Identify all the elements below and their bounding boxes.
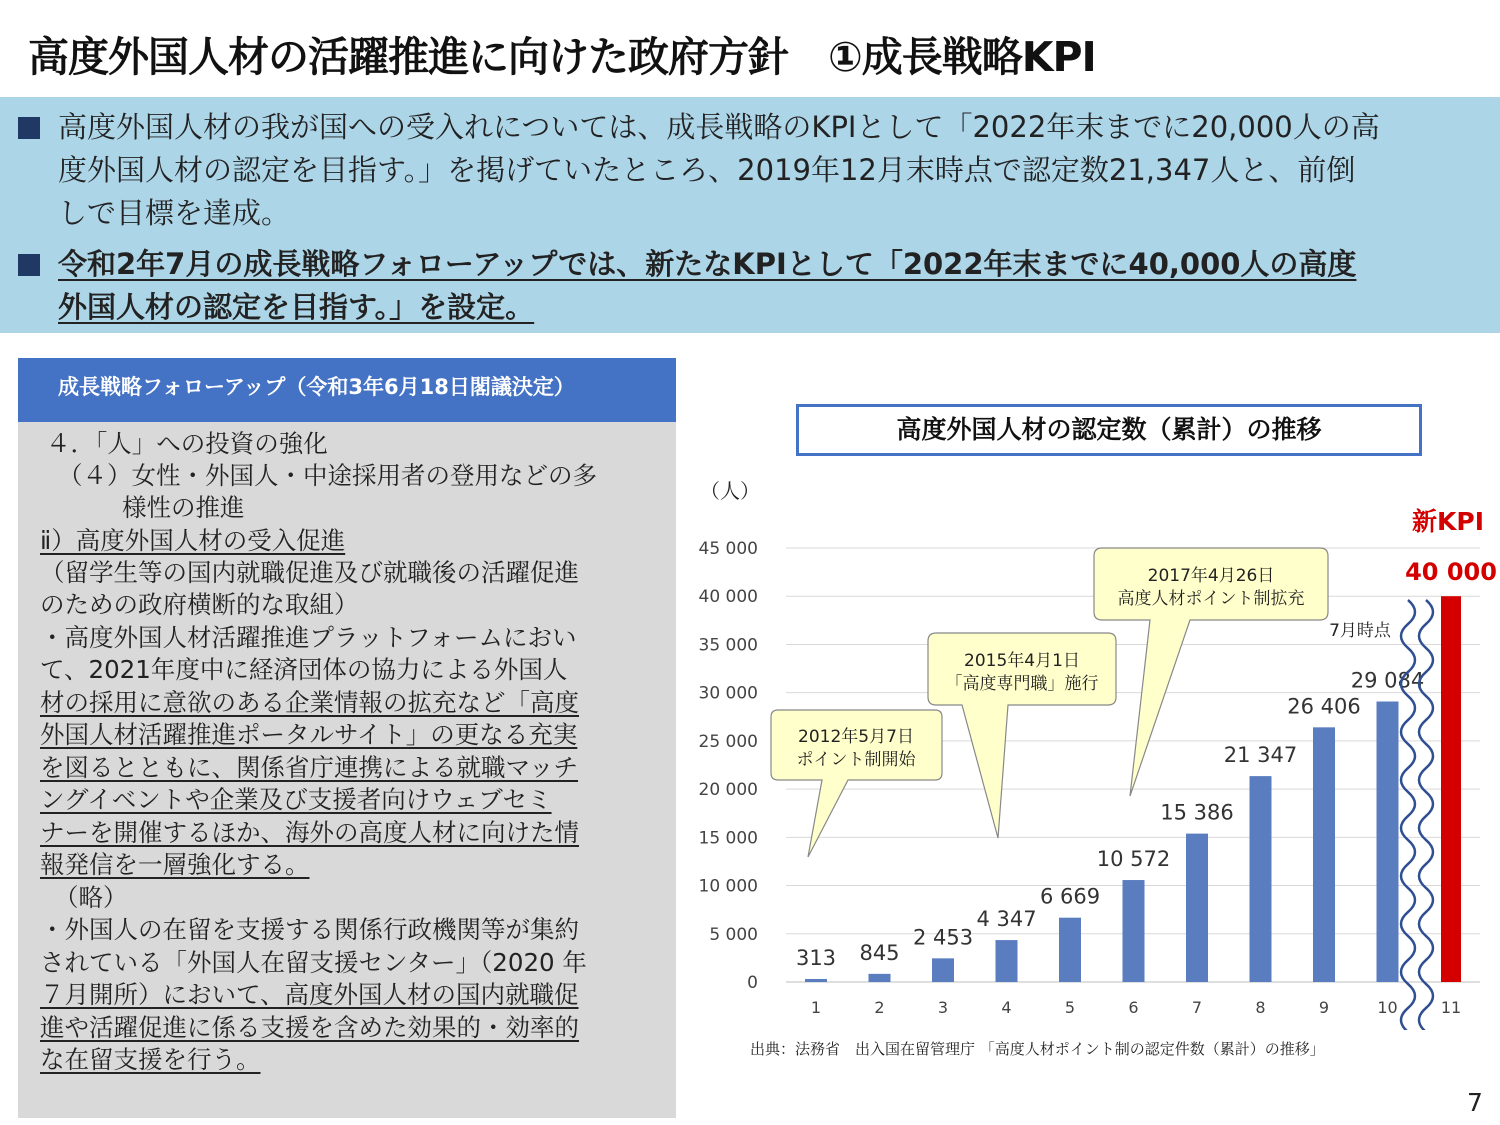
x-tick-label: 9: [1318, 998, 1330, 1017]
bar-value-label: 21 347: [1223, 743, 1298, 768]
bar-value-label: 2 453: [912, 925, 974, 950]
x-tick-label: 3: [937, 998, 949, 1017]
y-tick-labels: [699, 539, 758, 993]
x-tick-label: 8: [1255, 998, 1266, 1017]
target-value-label: 40 000: [1405, 558, 1497, 586]
x-tick-label: 5: [1064, 998, 1076, 1017]
y-tick-label: 15 000: [698, 828, 758, 849]
followup-line: ４．「人」への投資の強化: [46, 429, 328, 458]
bullet-square-icon: [18, 254, 40, 276]
summary-panel: [0, 97, 1500, 333]
x-tick-label: 2: [874, 998, 885, 1017]
summary-line: 高度外国人材の我が国への受入れについては、成長戦略のKPIとして「2022年末までに20,000人の高: [58, 110, 1380, 144]
y-tick-label: 20 000: [698, 780, 758, 801]
followup-line: 外国人材活躍推進ポータルサイト」の更なる充実: [40, 720, 578, 749]
callout-line: 高度人材ポイント制拡充: [1117, 589, 1305, 609]
followup-line: されている「外国人在留支援センター」（2020 年: [40, 948, 587, 977]
summary-line: 度外国人材の認定を目指す。」を掲げていたところ、2019年12月末時点で認定数21,347人と、前倒: [58, 153, 1356, 187]
bar: [1377, 702, 1399, 982]
callout-line: 2015年4月1日: [964, 651, 1080, 671]
bar: [869, 974, 891, 982]
cumulative-certifications-chart: [690, 470, 1500, 1030]
followup-line: 材の採用に意欲のある企業情報の拡充など「高度: [40, 688, 579, 717]
followup-body: [18, 422, 676, 1118]
bar: [805, 979, 827, 982]
bar-value-label: 15 386: [1160, 800, 1234, 825]
bar-value-label: 4 347: [976, 907, 1037, 932]
axis-break-wave-icon: [1401, 600, 1433, 1030]
new-kpi-label: 新KPI: [1412, 507, 1484, 536]
followup-line: （略）: [54, 883, 128, 912]
source-note: 出典：法務省 出入国在留管理庁 「高度人材ポイント制の認定件数（累計）の推移」: [750, 1040, 1325, 1058]
followup-heading: 成長戦略フォローアップ（令和3年6月18日閣議決定）: [18, 358, 676, 422]
followup-line: 様性の推進: [122, 493, 245, 522]
bar-value-label: 26 406: [1287, 694, 1361, 719]
bar-value-label: 6 669: [1039, 884, 1101, 909]
summary-line: 令和2年7月の成長戦略フォローアップでは、新たなKPIとして「2022年末までに40,000人の高度: [58, 247, 1357, 281]
x-tick-labels: [811, 998, 1461, 1017]
y-tick-label: 25 000: [698, 731, 758, 752]
x-tick-label: 7: [1191, 998, 1203, 1017]
followup-line: ナーを開催するほか、海外の高度人材に向けた情: [40, 818, 579, 847]
bar: [996, 940, 1018, 982]
callout-line: ポイント制開始: [796, 750, 916, 770]
followup-line: を図るとともに、関係省庁連携による就職マッチ: [40, 753, 579, 782]
bar: [1186, 834, 1208, 982]
bar: [1250, 776, 1272, 982]
bar-value-label: 313: [795, 945, 837, 970]
callout-highly-skilled-status: [928, 633, 1116, 838]
bar: [932, 958, 954, 982]
callout-line: 2017年4月26日: [1147, 566, 1275, 586]
y-tick-label: 40 000: [698, 587, 758, 608]
followup-line: ７月開所）において、高度外国人材の国内就職促: [40, 980, 579, 1009]
callout-point-system-start: [771, 710, 942, 857]
target-bar: [1441, 596, 1461, 982]
y-tick-label: 0: [747, 973, 758, 993]
y-tick-label: 30 000: [698, 683, 758, 704]
x-tick-label: 1: [810, 998, 822, 1017]
bar-value-label: 845: [859, 940, 900, 965]
page-title: 高度外国人材の活躍推進に向けた政府方針 ①成長戦略KPI: [28, 33, 1096, 81]
followup-line: （４）女性・外国人・中途採用者の登用などの多: [58, 461, 597, 490]
summary-bullet-2: [58, 243, 1483, 329]
followup-line: （留学生等の国内就職促進及び就職後の活躍促進: [40, 558, 579, 587]
followup-line: ・高度外国人材活躍推進プラットフォームにおい: [40, 623, 577, 652]
callout-line: 「高度専門職」施行: [945, 674, 1099, 694]
followup-line: 進や活躍促進に係る支援を含めた効果的・効率的: [40, 1013, 579, 1042]
bar: [1059, 918, 1081, 982]
bullet-square-icon: [18, 117, 40, 139]
followup-line: て、2021年度中に経済団体の協力による外国人: [40, 655, 568, 684]
x-tick-label: 6: [1128, 998, 1139, 1017]
y-tick-label: 5 000: [709, 924, 758, 945]
y-tick-label: 10 000: [698, 876, 758, 897]
summary-bullet-1: [58, 106, 1483, 235]
summary-line: しで目標を達成。: [58, 196, 291, 230]
callout-line: 2012年5月7日: [798, 727, 914, 747]
bar: [1123, 880, 1145, 982]
followup-line: ⅱ）高度外国人材の受入促進: [40, 526, 346, 555]
y-axis-unit-label: （人）: [700, 479, 760, 503]
bar: [1313, 727, 1335, 982]
x-tick-label: 11: [1440, 998, 1462, 1017]
july-note: 7月時点: [1329, 621, 1391, 641]
summary-line: 外国人材の認定を目指す。」を設定。: [58, 290, 535, 324]
bar-value-label: 29 084: [1350, 668, 1425, 693]
followup-line: のための政府横断的な取組）: [40, 590, 359, 619]
y-tick-label: 45 000: [698, 539, 758, 559]
followup-line: ングイベントや企業及び支援者向けウェブセミ: [40, 785, 552, 814]
title-divider: [0, 91, 1500, 94]
chart-title: 高度外国人材の認定数（累計）の推移: [796, 404, 1422, 456]
followup-line: な在留支援を行う。: [40, 1045, 261, 1074]
bar-value-label: 10 572: [1096, 847, 1171, 872]
followup-line: 報発信を一層強化する。: [40, 850, 310, 879]
x-tick-label: 4: [1001, 998, 1012, 1017]
page-number: 7: [1467, 1088, 1483, 1117]
x-tick-label: 10: [1377, 998, 1398, 1017]
followup-line: ・外国人の在留を支援する関係行政機関等が集約: [40, 915, 579, 944]
y-tick-label: 35 000: [698, 635, 758, 656]
